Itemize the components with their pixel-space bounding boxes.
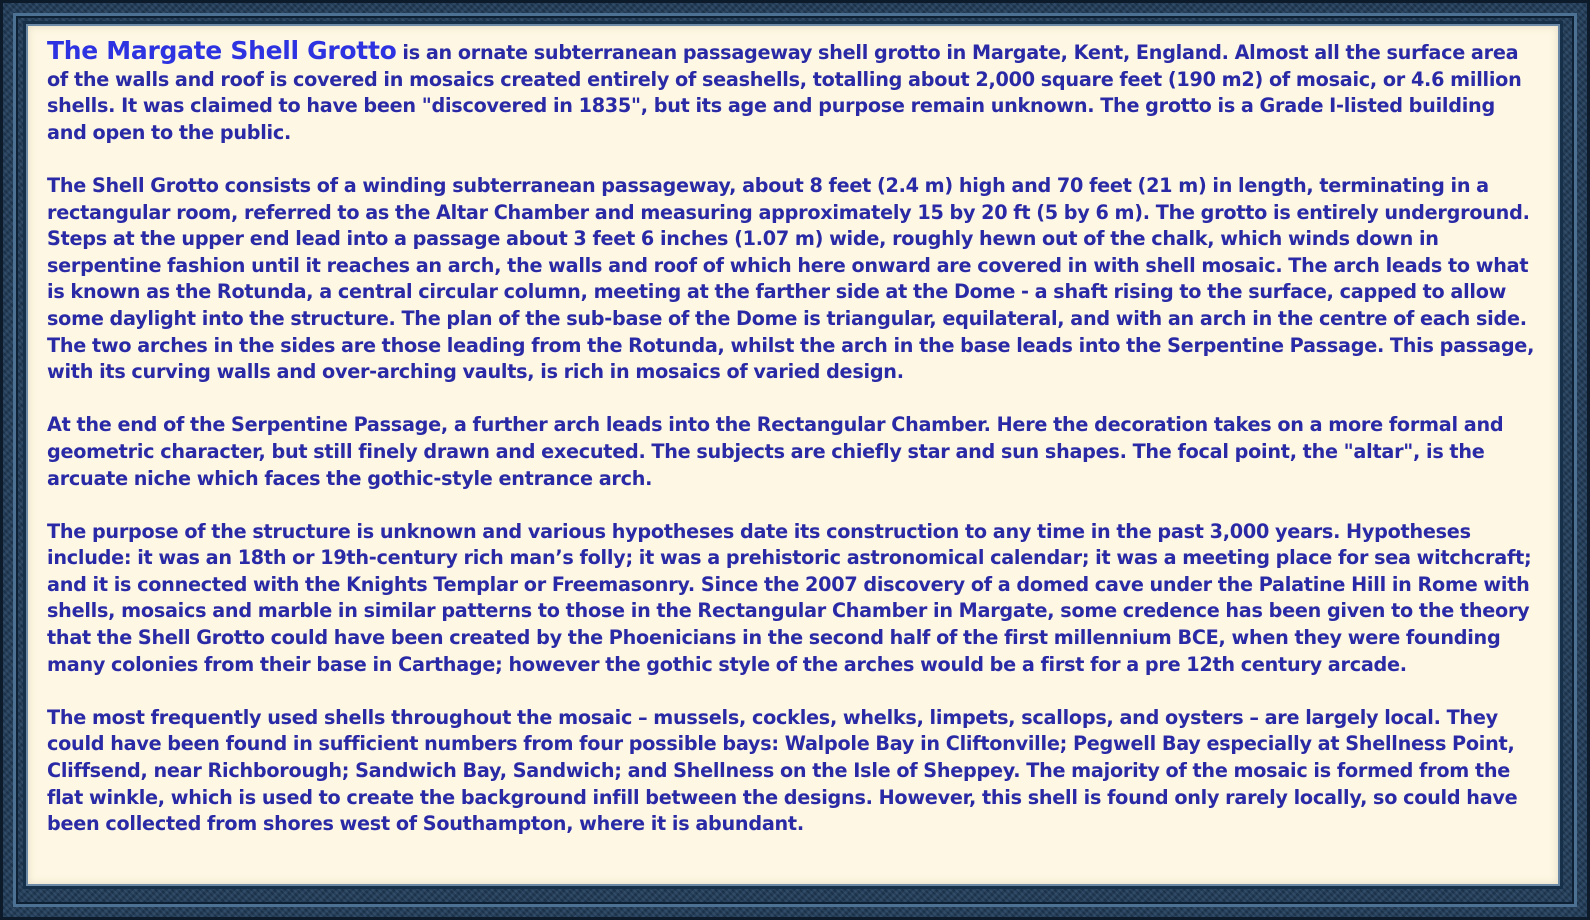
text-panel	[26, 24, 1560, 886]
paragraph-rectangular-chamber: At the end of the Serpentine Passage, a further arch leads into the Rectangular Chamber. Here the decoration takes on a more formal and geometric character, but still finely drawn and executed. The subjects are chiefly star and sun shapes. The focal point, the "altar", is the arcuate niche which faces the gothic-style entrance arch.	[47, 413, 1504, 490]
paragraph-purpose: The purpose of the structure is unknown and various hypotheses date its construction to any time in the past 3,000 years. Hypotheses include: it was an 18th or 19th-century rich man’s folly; it was a prehistoric astronomical calendar; it was a meeting place for sea witchcraft; and it is connected with the Knights Templar or Freemasonry. Since the 2007 discovery of a domed cave under the Palatine Hill in Rome with shells, mosaics and marble in similar patterns to those in the Rectangular Chamber in Margate, some credence has been given to the theory that the Shell Grotto could have been created by the Phoenicians in the second half of the first millennium BCE, when they were founding many colonies from their base in Carthage; however the gothic style of the arches would be a first for a pre 12th century arcade.	[47, 519, 1532, 676]
intro-text: is an ornate subterranean passageway shell grotto in Margate, Kent, England. Almost all the surface area of the walls and roof is covered in mosaics created entirely of seashells, totalling about 2,000 square feet (190 m2) of mosaic, or 4.6 million shells. It was claimed to have been "discovered in 1835", but its age and purpose remain unknown. The grotto is a Grade I-listed building and open to the public.	[47, 41, 1522, 144]
paragraph-shells: The most frequently used shells throughout the mosaic – mussels, cockles, whelks, limpets, scallops, and oysters – are largely local. They could have been found in sufficient numbers from four possible bays: Walpole Bay in Cliftonville; Pegwell Bay especially at Shellness Point, Cliffsend, near Richborough; Sandwich Bay, Sandwich; and Shellness on the Isle of Sheppey. The majority of the mosaic is formed from the flat winkle, which is used to create the background infill between the designs. However, this shell is found only rarely locally, so could have been collected from shores west of Southampton, where it is abundant.	[47, 705, 1518, 836]
intro-paragraph	[47, 38, 1540, 146]
document-title: The Margate Shell Grotto	[47, 36, 397, 65]
paragraph-structure: The Shell Grotto consists of a winding subterranean passageway, about 8 feet (2.4 m) high and 70 feet (21 m) in length, terminating in a rectangular room, referred to as the Altar Chamber and measuring approximately 15 by 20 ft (5 by 6 m). The grotto is entirely underground. Steps at the upper end lead into a passage about 3 feet 6 inches (1.07 m) wide, roughly hewn out of the chalk, which winds down in serpentine fashion until it reaches an arch, the walls and roof of which here onward are covered in with shell mosaic. The arch leads to what is known as the Rotunda, a central circular column, meeting at the farther side at the Dome - a shaft rising to the surface, capped to allow some daylight into the structure. The plan of the sub-base of the Dome is triangular, equilateral, and with an arch in the centre of each side. The two arches in the sides are those leading from the Rotunda, whilst the arch in the base leads into the Serpentine Passage. This passage, with its curving walls and over-arching vaults, is rich in mosaics of varied design.	[47, 173, 1535, 384]
